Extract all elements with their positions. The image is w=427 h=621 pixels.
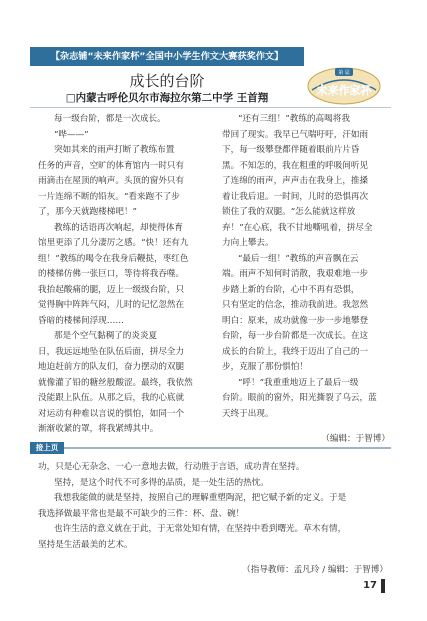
article-line: 每一级台阶，都是一次成长。	[54, 114, 166, 124]
continued-line: 也许生活的意义就在于此，于无常处知有情，在坚持中看到曙光。草木有情，	[54, 524, 347, 534]
continued-rule	[64, 447, 391, 449]
article-line: 的楼梯仿佛一张巨口，等待将我吞噬。	[38, 269, 185, 279]
contest-banner-text: 【杂志铺“未来作家杯”全国中小学生作文大赛获奖作文】	[50, 51, 284, 62]
article-line: 明白：原来，成功就像一步一步地攀登	[222, 315, 369, 326]
article-line: 天终于出现。	[222, 408, 274, 419]
article-line: 黑。不知怎的，我在粗重的呼吸间听见	[222, 160, 369, 171]
article-line: 一片连绵不断的铅灰。“看来跑不了步	[38, 191, 180, 202]
article-left-column	[38, 112, 206, 438]
editor-credit: （编辑：于智博）	[321, 434, 390, 444]
contest-logo-graphic	[304, 62, 384, 108]
article-line: 成长的台阶上，我终于迈出了自己的一	[222, 346, 369, 357]
article-line: 那是个空气黏稠了的炎炎夏	[54, 331, 158, 341]
article-line: 觉得胸中阵阵气闷，儿时的记忆忽然在	[38, 300, 185, 310]
article-line: 地迫赶前方的队友们，奋力摆动的双腿	[38, 362, 185, 372]
article-line: 了连绵的雨声，声声击在我身上，推搡	[222, 176, 369, 186]
continued-line: 我选择做最平常也是最不可缺少的三件：杯、盘、碗！	[38, 508, 245, 519]
article-line: 教练的话语再次响起，却使得体育	[54, 222, 183, 233]
article-title: 成长的台阶	[129, 72, 205, 90]
article-line: 弃！”在心底，我不甘地嘶吼着，拼尽全	[222, 222, 373, 233]
article-line: “呼！”我重重地迈上了最后一级	[238, 377, 359, 388]
article-line: 对运动有种难以言说的惧怕，如同一个	[38, 408, 185, 419]
header-divider	[30, 107, 391, 108]
article-line: 端。雨声不知何时消散，我艰难地一步	[222, 269, 369, 279]
contest-banner	[30, 47, 304, 66]
article-line: 锁住了我的双腿。“怎么能就这样放	[222, 207, 356, 217]
article-line: 我抬起酸痛的腿，迈上一级级台阶，只	[38, 284, 185, 295]
article-line: 组！”教练的喝令在我身后鞭挞，枣红色	[38, 253, 189, 264]
contest-logo	[304, 62, 384, 108]
article-right-column	[222, 112, 390, 448]
continued-line: 坚持是生活最美的艺术。	[38, 539, 133, 550]
article-line: 渐渐收紧的罩，将我紧缚其中。	[38, 424, 159, 434]
article-line: 只有坚定的信念，推动我前进。我忽然	[222, 300, 369, 310]
continued-article-text	[38, 460, 388, 579]
article-line: 力向上攀去。	[222, 238, 274, 248]
article-line: 昏暗的楼梯间浮现……	[38, 315, 124, 326]
article-line: 突如其来的雨声打断了教练布置	[54, 145, 175, 155]
article-line: 就像灌了铅的糖丝般酸涩。最终，我依然	[38, 377, 193, 388]
article-line: 了，那今天就跑楼梯吧！”	[38, 207, 137, 217]
continued-tag: 接上页	[30, 442, 64, 454]
article-line: 台阶。眼前的窗外，阳光撕裂了乌云，蓝	[222, 393, 377, 403]
author-byline: □内蒙古呼伦贝尔市海拉尔第二中学 王首翔	[65, 92, 269, 104]
article-line: 没能跟上队伍。从那之后，我的心底就	[38, 393, 185, 403]
logo-text: 未来作家杯	[316, 84, 372, 97]
teacher-editor-credit: （指导教师：孟凡玲 / 编辑：于智博）	[242, 565, 388, 575]
article-line: 下，每一级攀登都伴随着眼前片片昏	[222, 145, 360, 155]
article-line: “最后一组！”教练的声音飘在云	[238, 253, 359, 264]
page-number-bar	[381, 579, 385, 593]
continued-line: 功，只是心无杂念、一心一意地去做，行动胜于言语，成功青在坚持。	[38, 462, 305, 472]
article-line: 步踏上新的台阶，心中不再有恐惧，	[222, 284, 360, 295]
article-line: 日，我远远地坠在队伍后面，拼尽全力	[38, 346, 185, 357]
logo-small-text: 第 届	[338, 70, 350, 76]
article-line: “哗——”	[54, 129, 89, 140]
continued-line: 我想我能做的就是坚持，按照自己的理解重塑陶泥，把它赋予新的定义。于是	[54, 493, 347, 503]
continued-section-label	[30, 442, 391, 454]
article-line: 步，克服了那份惧怕！	[222, 362, 308, 372]
article-line: 馆里更添了几分凄厉之感。“快！还有九	[38, 238, 189, 248]
article-line: 任务的声音，空旷的体育馆内一时只有	[38, 160, 185, 171]
article-line: 带回了现实。我早已气喘吁吁，汗如雨	[222, 129, 369, 140]
page-number: 17	[363, 580, 377, 591]
article-line: 着让我后退。一时间，儿时的恐惧再次	[222, 191, 369, 202]
continued-line: 坚持，是这个时代不可多得的品质，是一处生活的热忱。	[54, 477, 269, 488]
article-line: “还有三组！”教练的高喝将我	[238, 114, 350, 124]
article-line: 台阶，每一步台阶都是一次成长。在这	[222, 331, 369, 341]
article-line: 雨滴击在屋顶的响声。头顶的窗外只有	[38, 176, 185, 186]
